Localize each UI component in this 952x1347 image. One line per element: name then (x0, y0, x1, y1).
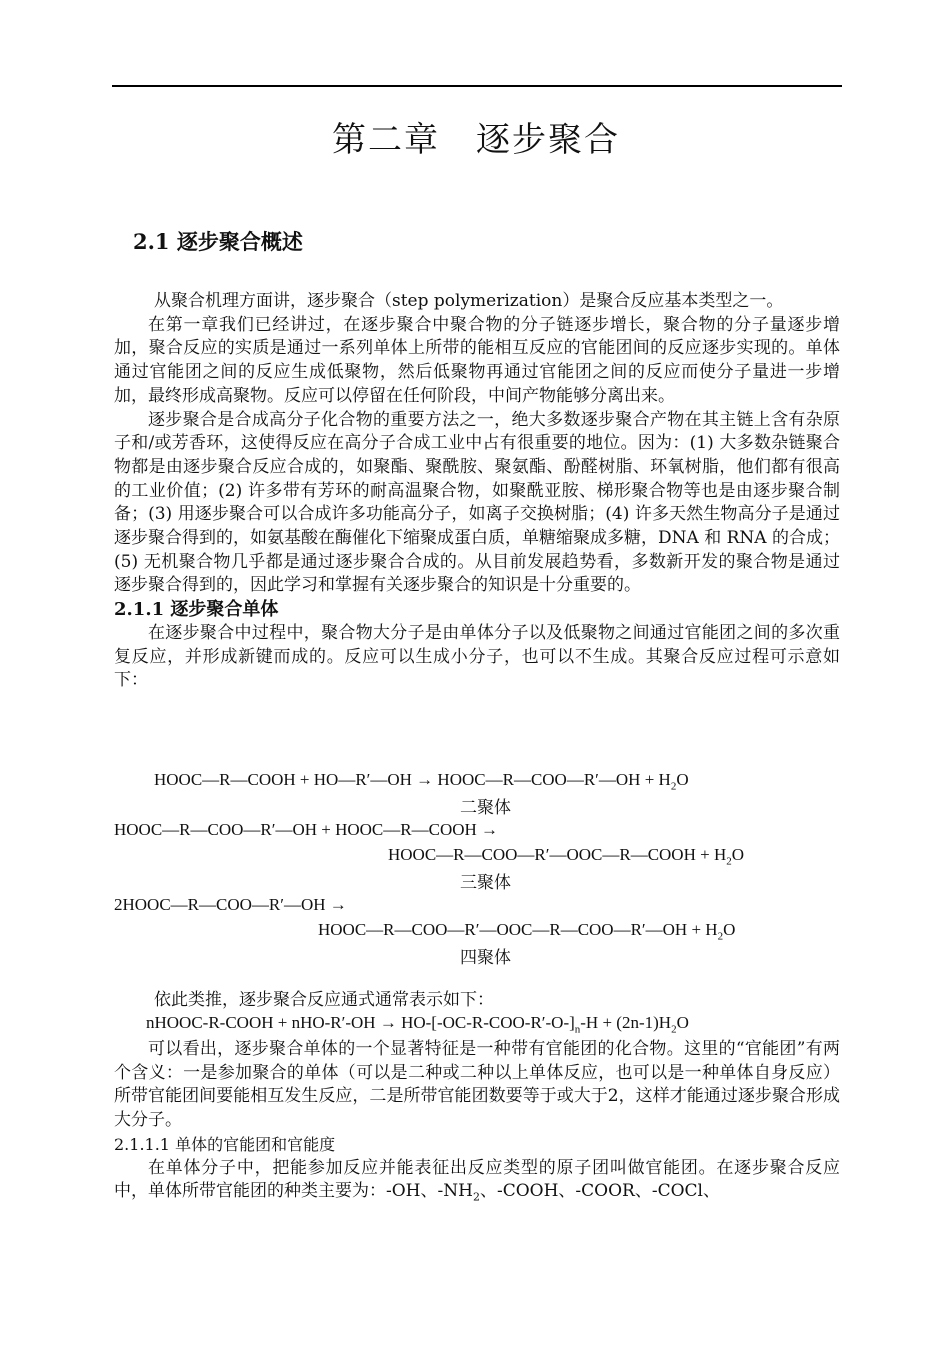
functional-group-paragraph: 在单体分子中，把能参加反应并能表征出反应类型的原子团叫做官能团。在逐步聚合反应中，单体所带官能团的种类主要为：-OH、$-NH_2$、-COOH、-COOR、-COCl、 (114, 1157, 840, 1204)
intro-block (114, 290, 840, 693)
dimer-label: 二聚体 (460, 798, 511, 818)
functional-paragraph: 可以看出，逐步聚合单体的一个显著特征是一种带有官能团的化合物。这里的“官能团”有两个含义：一是参加聚合的单体（可以是二种或二种以上单体反应，也可以是一种单体自身反应）所带官能团间要能相互发生反应，二是所带官能团数要等于或大于2，这样才能通过逐步聚合形成大分子。 (114, 1039, 840, 1131)
intro-paragraph-2: 在第一章我们已经讲过，在逐步聚合中聚合物的分子链逐步增长，聚合物的分子量逐步增加，聚合反应的实质是通过一系列单体上所带的能相互反应的官能团间的反应逐步实现的。单体通过官能团之间的反应生成低聚物，然后低聚物再通过官能团之间的反应而使分子量进一步增加，最终形成高聚物。反应可以停留在任何阶段，中间产物能够分离出来。 (114, 314, 840, 406)
reaction-2-left: HOOC—R—COO—R′—OH + HOOC—R—COOH → (114, 820, 499, 839)
reaction-2-right: HOOC—R—COO—R′—OOC—R—COOH + $H_2O$ (388, 845, 745, 868)
reaction-3-left: 2HOOC—R—COO—R′—OH → (114, 895, 347, 914)
subsubsection-title: 2.1.1.1 单体的官能团和官能度 (114, 1134, 336, 1154)
intro-paragraph-3: 逐步聚合是合成高分子化合物的重要方法之一，绝大多数逐步聚合产物在其主链上含有杂原子和/或芳香环，这使得反应在高分子合成工业中占有很重要的地位。因为：(1) 大多数杂链聚合物都是由逐步聚合反应合成的，如聚酯、聚酰胺、聚氨酯、酚醛树脂、环氧树脂，他们都有很高的工业价值；(2) 许多带有芳环的耐高温聚合物，如聚酰亚胺、梯形聚合物等也是由逐步聚合制备；(3) 用逐步聚合可以合成许多功能高分子，如离子交换树脂；(4) 许多天然生物高分子是通过逐步聚合得到的，如氨基酸在酶催化下缩聚成蛋白质，单糖缩聚成多糖，DNA 和 RNA 的合成；(5) 无机聚合物几乎都是通过逐步聚合合成的。从目前发展趋势看，多数新开发的聚合物是通过逐步聚合得到的，因此学习和掌握有关逐步聚合的知识是十分重要的。 (114, 409, 840, 596)
reaction-3-right: HOOC—R—COO—R′—OOC—R—COO—R′—OH + $H_2O$ (318, 920, 736, 943)
trimer-label: 三聚体 (460, 873, 511, 893)
section-title: 2.1 逐步聚合概述 (133, 229, 303, 254)
monomer-paragraph: 在逐步聚合中过程中，聚合物大分子是由单体分子以及低聚物之间通过官能团之间的多次重复反应，并形成新键而成的。反应可以生成小分子，也可以不生成。其聚合反应过程可示意如下： (114, 622, 840, 691)
chapter-title: 第二章 逐步聚合 (332, 120, 620, 160)
general-intro: 依此类推，逐步聚合反应通式通常表示如下： (154, 990, 494, 1010)
general-equation: nHOOC-R-COOH + $nHO-R'-OH \to HO-[-OC-R-COO-R'-O-]_n-H + (2n-1)H_2O$ (146, 1013, 689, 1036)
tetramer-label: 四聚体 (460, 948, 511, 968)
subsection-title: 2.1.1 逐步聚合单体 (114, 599, 279, 621)
top-rule (112, 85, 842, 87)
intro-paragraph-1: 从聚合机理方面讲，逐步聚合（step polymerization）是聚合反应基本类型之一。 (154, 291, 784, 311)
functional-block (114, 1038, 840, 1209)
reaction-1: HOOC—R—COOH + HO—R′—OH → HOOC—R—COO—R′—OH + $H_2O$ (154, 770, 689, 793)
